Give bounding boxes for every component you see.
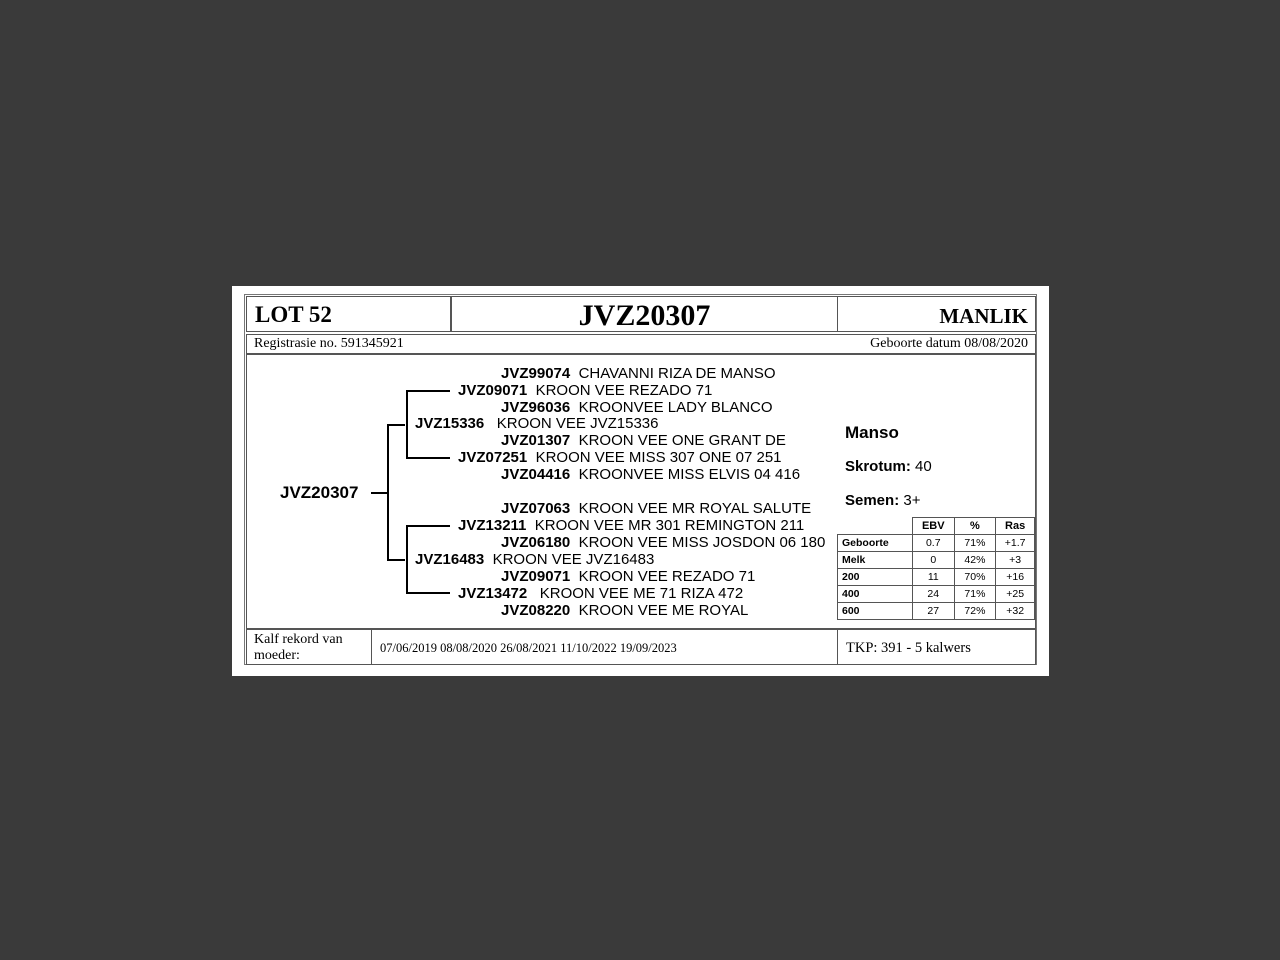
dam-code: JVZ16483	[415, 551, 485, 568]
sdd-name: KROONVEE MISS ELVIS 04 416	[578, 466, 801, 483]
ebv-accuracy: 72%	[954, 603, 996, 620]
tkp-box	[837, 629, 1036, 665]
dam-entry	[415, 551, 654, 568]
calf-label-box	[246, 629, 372, 665]
ssd-name: KROONVEE LADY BLANCO	[578, 399, 773, 416]
lot-number: LOT 52	[255, 302, 332, 327]
ebv-col-header: EBV	[912, 518, 954, 535]
dam-sire-code: JVZ13211	[458, 517, 527, 534]
ebv-value: 0	[912, 552, 954, 569]
dam-dam-entry	[458, 585, 743, 602]
birth-date: Geboorte datum 08/08/2020	[870, 336, 1028, 351]
ssd-code: JVZ96036	[501, 399, 571, 416]
ebv-value: 11	[912, 569, 954, 586]
ebv-row	[838, 586, 1035, 603]
tree-line	[406, 457, 450, 459]
ebv-row	[838, 552, 1035, 569]
dam-dam-code: JVZ13472	[458, 585, 528, 602]
sds-name: KROON VEE ONE GRANT DE	[578, 432, 786, 449]
tree-line	[406, 525, 408, 594]
ebv-breed-avg: +1.7	[996, 535, 1035, 552]
tkp-summary: TKP: 391 - 5 kalwers	[846, 640, 971, 656]
ebv-value: 24	[912, 586, 954, 603]
sdd-entry	[501, 466, 800, 483]
scrotum-label: Skrotum:	[845, 458, 911, 475]
registration-number: Registrasie no. 591345921	[254, 336, 404, 351]
dam-dam-name: KROON VEE ME 71 RIZA 472	[539, 585, 744, 602]
sex: MANLIK	[939, 304, 1028, 328]
ebv-corner-cell	[838, 518, 913, 535]
calf-dates-box	[371, 629, 838, 665]
info-row	[246, 334, 1036, 354]
scrotum-value: 40	[915, 458, 932, 475]
sire-name: KROON VEE JVZ15336	[496, 415, 659, 432]
ebv-breed-avg: +16	[996, 569, 1035, 586]
sire-dam-code: JVZ07251	[458, 449, 528, 466]
ebv-value: 27	[912, 603, 954, 620]
dam-sire-name: KROON VEE MR 301 REMINGTON 211	[534, 517, 805, 534]
tree-line	[387, 559, 405, 561]
ebv-row-label: 400	[838, 586, 913, 603]
sds-code: JVZ01307	[501, 432, 571, 449]
tree-line	[406, 525, 450, 527]
sire-sire-code: JVZ09071	[458, 382, 528, 399]
dss-code: JVZ07063	[501, 500, 571, 517]
dss-name: KROON VEE MR ROYAL SALUTE	[578, 500, 812, 517]
calf-record-label: Kalf rekord van moeder:	[254, 632, 343, 663]
ebv-row	[838, 603, 1035, 620]
tree-line	[406, 390, 408, 459]
ebv-row	[838, 569, 1035, 586]
sire-sire-name: KROON VEE REZADO 71	[535, 382, 713, 399]
card-frame	[244, 294, 1037, 665]
sire-dam-entry	[458, 449, 782, 466]
semen-label: Semen:	[845, 492, 900, 509]
dds-name: KROON VEE REZADO 71	[578, 568, 756, 585]
sire-dam-name: KROON VEE MISS 307 ONE 07 251	[535, 449, 782, 466]
tree-line	[371, 492, 388, 494]
semen-line	[845, 492, 920, 509]
calf-record-dates: 07/06/2019 08/08/2020 26/08/2021 11/10/2022 19/09/2023	[380, 641, 677, 655]
dam-sire-entry	[458, 517, 804, 534]
tree-line	[406, 592, 450, 594]
tree-line	[387, 424, 405, 426]
semen-value: 3+	[903, 492, 921, 509]
ssd-entry	[501, 399, 773, 416]
tree-line	[406, 390, 450, 392]
ebv-header-row	[838, 518, 1035, 535]
ebv-breed-avg: +3	[996, 552, 1035, 569]
tree-line	[387, 424, 389, 561]
ebv-row-label: Geboorte	[838, 535, 913, 552]
dss-entry	[501, 500, 811, 517]
ebv-accuracy: 70%	[954, 569, 996, 586]
animal-id: JVZ20307	[578, 299, 711, 332]
animal-id-box	[451, 296, 838, 332]
sss-name: CHAVANNI RIZA DE MANSO	[578, 365, 776, 382]
sss-code: JVZ99074	[501, 365, 571, 382]
subject-code: JVZ20307	[280, 483, 359, 502]
ebv-row	[838, 535, 1035, 552]
ebv-accuracy: 71%	[954, 586, 996, 603]
ddd-entry	[501, 602, 748, 619]
ebv-row-label: 200	[838, 569, 913, 586]
lot-card	[232, 286, 1049, 676]
ddd-name: KROON VEE ME ROYAL	[578, 602, 749, 619]
dds-entry	[501, 568, 755, 585]
dsd-entry	[501, 534, 825, 551]
ebv-row-label: Melk	[838, 552, 913, 569]
ebv-breed-avg: +32	[996, 603, 1035, 620]
sds-entry	[501, 432, 786, 449]
sdd-code: JVZ04416	[501, 466, 571, 483]
pedigree-area	[246, 354, 1036, 629]
ebv-breed-avg: +25	[996, 586, 1035, 603]
dsd-code: JVZ06180	[501, 534, 571, 551]
dsd-name: KROON VEE MISS JOSDON 06 180	[578, 534, 826, 551]
ebv-col-header: Ras	[996, 518, 1035, 535]
ebv-table	[837, 517, 1035, 620]
ebv-row-label: 600	[838, 603, 913, 620]
ddd-code: JVZ08220	[501, 602, 571, 619]
sire-sire-entry	[458, 382, 712, 399]
sire-nickname: Manso	[845, 423, 899, 442]
ebv-value: 0.7	[912, 535, 954, 552]
sire-code: JVZ15336	[415, 415, 485, 432]
dds-code: JVZ09071	[501, 568, 571, 585]
ebv-accuracy: 42%	[954, 552, 996, 569]
sss-entry	[501, 365, 776, 382]
sire-entry	[415, 415, 658, 432]
dam-name: KROON VEE JVZ16483	[492, 551, 655, 568]
sex-box	[837, 296, 1036, 332]
scrotum-line	[845, 458, 932, 475]
lot-box	[246, 296, 451, 332]
ebv-accuracy: 71%	[954, 535, 996, 552]
ebv-col-header: %	[954, 518, 996, 535]
